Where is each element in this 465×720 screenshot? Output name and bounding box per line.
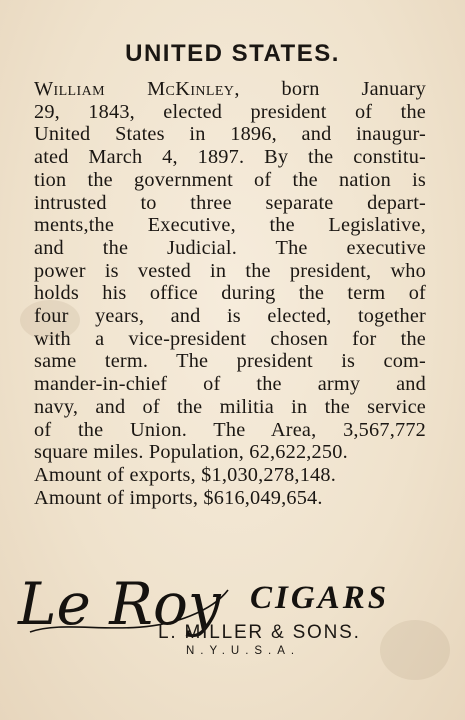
text-line: same term. The president is com- — [34, 350, 426, 373]
text-line: and the Judicial. The executive — [34, 236, 426, 259]
text-line: William McKinley, born January — [34, 78, 426, 100]
text-line: of the Union. The Area, 3,567,772 — [34, 418, 426, 441]
text-line: power is vested in the president, who — [34, 259, 426, 282]
text-line: Amount of imports, $616,049,654. — [34, 486, 323, 509]
text-line: holds his office during the term of — [34, 282, 426, 305]
maker-name: L. MILLER & SONS. — [158, 622, 361, 643]
text-line: intrusted to three separate depart- — [34, 191, 426, 214]
logo-word: CIGARS — [250, 580, 390, 616]
text-line: with a vice-president chosen for the — [34, 327, 426, 350]
text-line: ments,the Executive, the Legislative, — [34, 214, 426, 237]
text-line: United States in 1896, and inaugur- — [34, 123, 426, 146]
text-line: 29, 1843, elected president of the — [34, 100, 426, 123]
text-line: four years, and is elected, together — [34, 305, 426, 328]
text-line: mander-in-chief of the army and — [34, 373, 426, 396]
text-line: navy, and of the militia in the service — [34, 395, 426, 418]
text-line: ated March 4, 1897. By the constitu- — [34, 146, 426, 169]
text-line: square miles. Population, 62,622,250. — [34, 441, 348, 464]
maker-address: N.Y.U.S.A. — [186, 645, 301, 657]
card-title: UNITED STATES. — [125, 40, 340, 67]
text-line: Amount of exports, $1,030,278,148. — [34, 463, 336, 486]
text-line: tion the government of the nation is — [34, 168, 426, 191]
president-name: William McKinley — [34, 78, 235, 100]
logo-script: Le Roy — [18, 570, 221, 638]
